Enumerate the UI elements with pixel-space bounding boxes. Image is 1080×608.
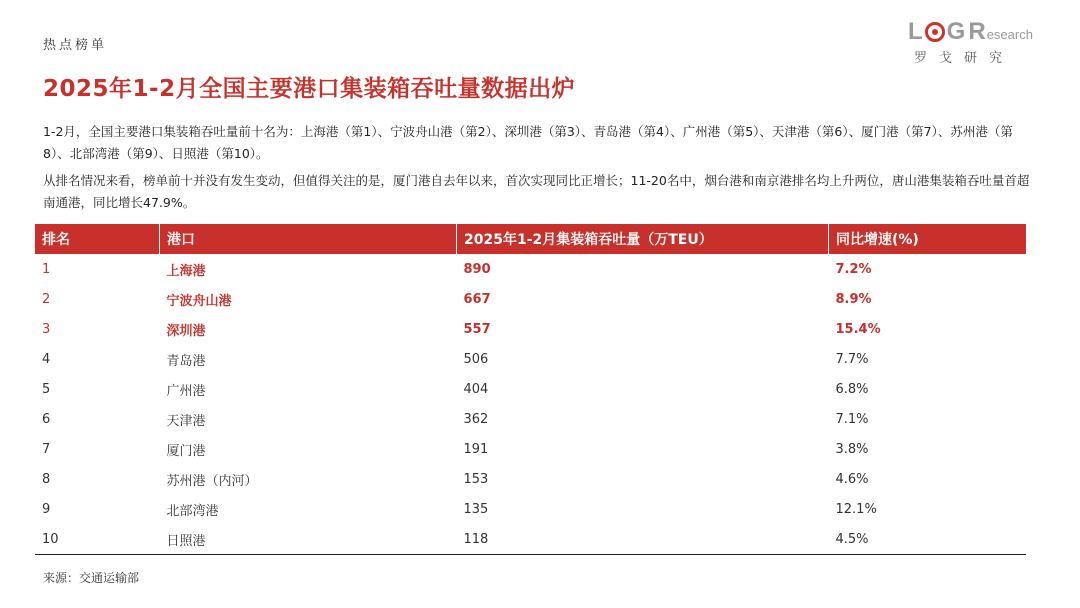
cell-rank: 3: [42, 321, 51, 337]
cell-volume: 191: [463, 441, 489, 457]
cell-rank: 6: [42, 411, 51, 427]
table-row: [35, 254, 1026, 284]
logo-research-text: esearch: [986, 26, 1033, 42]
table-row: [35, 494, 1026, 524]
cell-growth: 15.4%: [835, 321, 881, 337]
cell-port: 青岛港: [166, 353, 206, 369]
logo-letter-l: L: [908, 18, 923, 45]
cell-rank: 2: [42, 291, 51, 307]
table-row: [35, 404, 1026, 434]
header-growth: 同比增速(%): [829, 224, 1027, 254]
cell-rank: 7: [42, 441, 51, 457]
cell-growth: 12.1%: [835, 501, 877, 517]
logo-letter-r: R: [968, 18, 986, 45]
cell-growth: 7.2%: [835, 261, 872, 277]
cell-port: 天津港: [166, 413, 206, 429]
table-row: [35, 434, 1026, 464]
cell-volume: 890: [463, 261, 491, 277]
header-port: 港口: [160, 224, 457, 254]
table-header-row: [35, 224, 1026, 254]
header-rank: 排名: [35, 224, 160, 254]
source-note: 来源：交通运输部: [43, 571, 140, 585]
table-row: [35, 314, 1026, 344]
table-row: [35, 524, 1026, 555]
cell-growth: 8.9%: [835, 291, 872, 307]
cell-rank: 1: [42, 261, 51, 277]
cell-volume: 135: [463, 501, 489, 517]
cell-volume: 153: [463, 471, 489, 487]
cell-port: 厦门港: [166, 443, 206, 459]
cell-growth: 7.7%: [835, 351, 869, 367]
cell-volume: 404: [463, 381, 489, 397]
logo-chinese-name: 罗戈研究: [914, 51, 1015, 66]
intro-paragraph-1: 1-2月，全国主要港口集装箱吞吐量前十名为：上海港（第1）、宁波舟山港（第2）、深圳港（第3）、青岛港（第4）、广州港（第5）、天津港（第6）、厦门港（第7）、苏州港（第8）、北部湾港（第9）、日照港（第10）。: [43, 124, 1013, 161]
cell-growth: 4.5%: [829, 524, 1027, 555]
cell-rank: 9: [42, 501, 51, 517]
table-row: [35, 344, 1026, 374]
cell-port: 广州港: [166, 383, 206, 399]
page-title: 2025年1-2月全国主要港口集装箱吞吐量数据出炉: [43, 76, 576, 102]
logo: [908, 18, 1048, 68]
cell-volume: 362: [463, 411, 489, 427]
intro-paragraph-2: 从排名情况来看，榜单前十并没有发生变动，但值得关注的是，厦门港自去年以来，首次实现同比正增长；11-20名中，烟台港和南京港排名均上升两位，唐山港集装箱吞吐量首超南通港，同比增长47.9%。: [43, 173, 1030, 210]
cell-growth: 4.6%: [835, 471, 869, 487]
cell-growth: 3.8%: [835, 441, 869, 457]
cell-volume: 557: [463, 321, 491, 337]
section-tag: 热点榜单: [43, 38, 108, 53]
cell-rank: 8: [42, 471, 51, 487]
cell-volume: 118: [457, 524, 829, 555]
logo-target-icon: [925, 22, 945, 42]
cell-port: 苏州港（内河）: [166, 473, 258, 489]
logo-letter-g: G: [946, 18, 966, 45]
cell-rank: 4: [42, 351, 51, 367]
cell-port: 上海港: [166, 263, 206, 279]
cell-port: 宁波舟山港: [166, 293, 232, 309]
header-volume: 2025年1-2月集装箱吞吐量（万TEU）: [457, 224, 829, 254]
cell-growth: 6.8%: [835, 381, 869, 397]
table-row: [35, 374, 1026, 404]
cell-port: 深圳港: [166, 323, 206, 339]
ranking-table: [35, 224, 1026, 555]
table-row: [35, 284, 1026, 314]
cell-port: 北部湾港: [166, 503, 219, 519]
table-row: [35, 464, 1026, 494]
cell-volume: 667: [463, 291, 491, 307]
cell-volume: 506: [463, 351, 489, 367]
cell-port: 日照港: [160, 524, 457, 555]
cell-growth: 7.1%: [835, 411, 869, 427]
cell-rank: 5: [42, 381, 51, 397]
cell-rank: 10: [35, 524, 160, 555]
